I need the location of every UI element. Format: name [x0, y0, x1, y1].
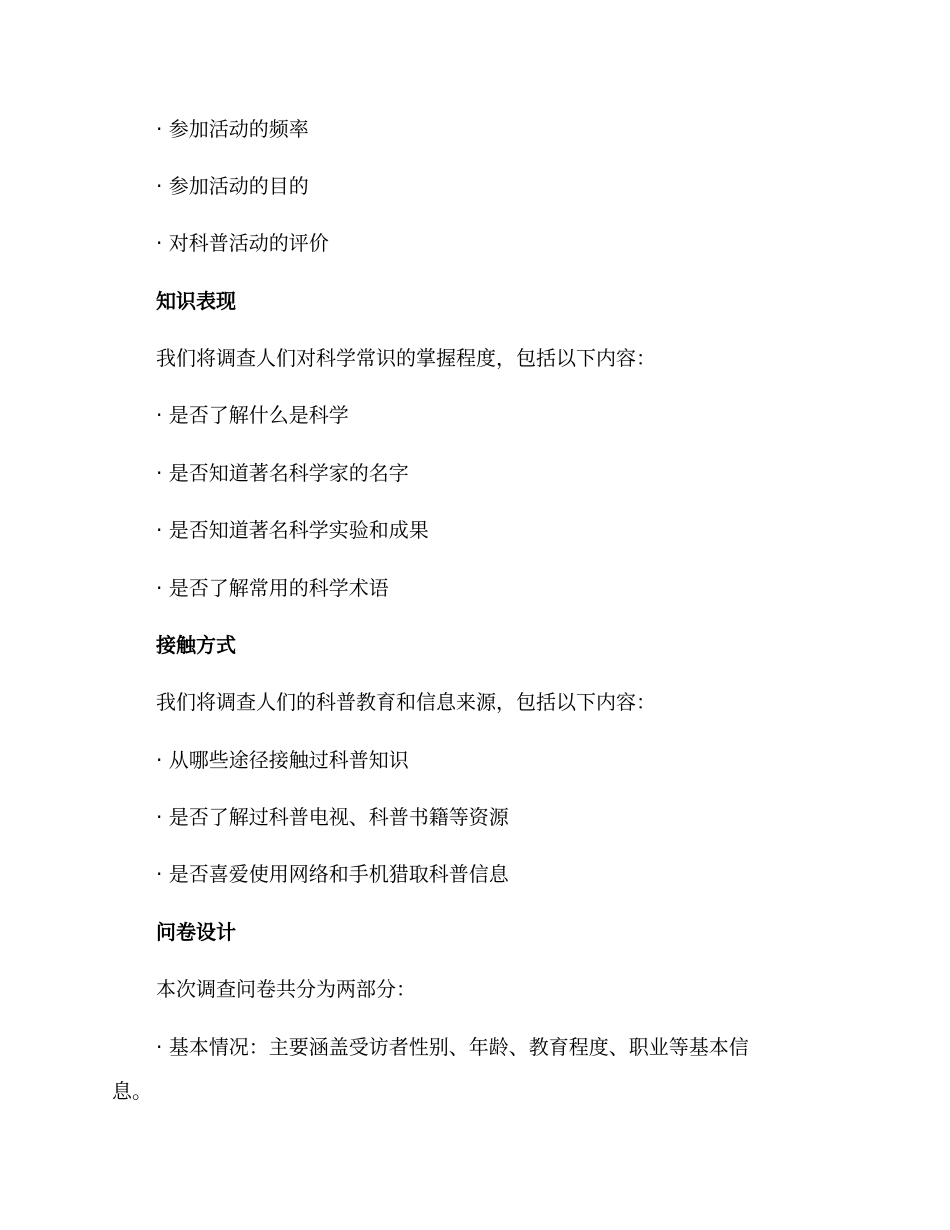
list-item: · 参加活动的目的 [156, 174, 309, 198]
list-item: · 是否知道著名科学实验和成果 [156, 518, 429, 542]
list-item: · 是否了解过科普电视、科普书籍等资源 [156, 805, 509, 829]
section-heading-knowledge: 知识表现 [156, 289, 236, 313]
section-intro: 我们将调查人们的科普教育和信息来源，包括以下内容： [156, 690, 656, 714]
list-item: · 基本情况：主要涵盖受访者性别、年龄、教育程度、职业等基本信 [156, 1035, 749, 1059]
list-item: · 参加活动的频率 [156, 117, 309, 141]
section-heading-contact: 接触方式 [156, 633, 236, 657]
section-intro: 我们将调查人们对科学常识的掌握程度，包括以下内容： [156, 346, 656, 370]
list-item: · 是否了解常用的科学术语 [156, 576, 389, 600]
list-item: · 是否了解什么是科学 [156, 403, 349, 427]
list-item: · 从哪些途径接触过科普知识 [156, 748, 409, 772]
list-item: · 是否喜爱使用网络和手机猎取科普信息 [156, 862, 509, 886]
list-item-continuation: 息。 [112, 1079, 152, 1103]
list-item: · 对科普活动的评价 [156, 231, 329, 255]
list-item: · 是否知道著名科学家的名字 [156, 461, 409, 485]
section-intro: 本次调查问卷共分为两部分： [156, 977, 416, 1001]
section-heading-questionnaire: 问卷设计 [156, 920, 236, 944]
